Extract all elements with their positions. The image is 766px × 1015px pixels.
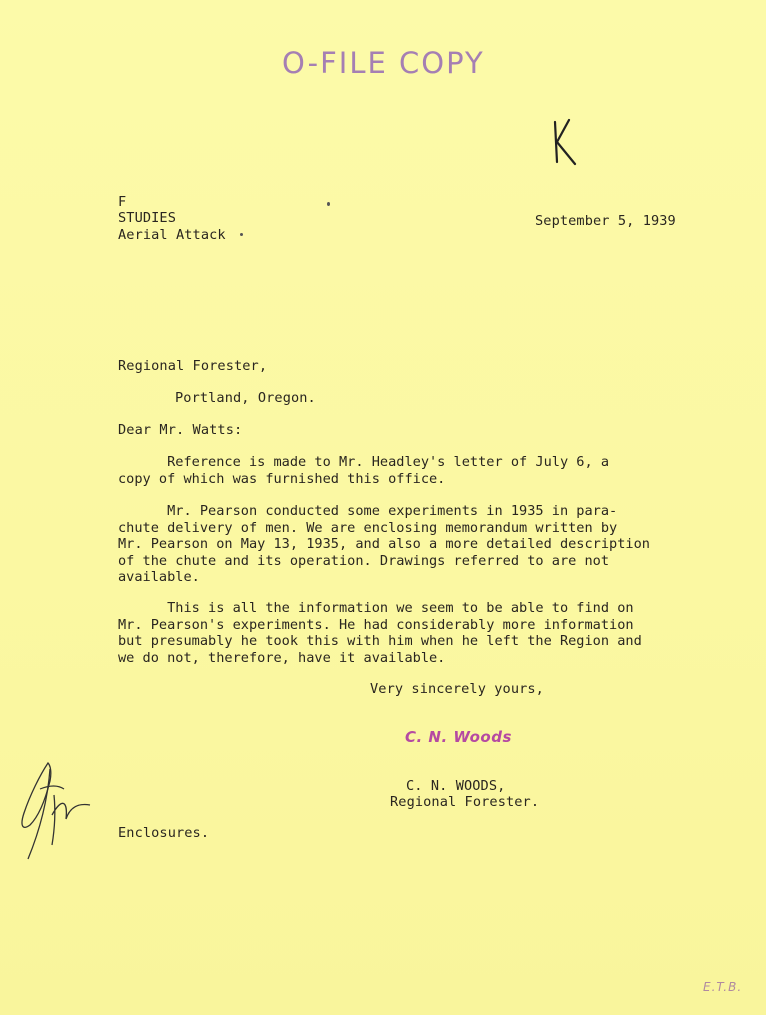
ink-speck (240, 233, 243, 236)
o-file-copy-stamp: O-FILE COPY (282, 46, 485, 80)
paragraph-line: chute delivery of men. We are enclosing memorandum written by (118, 519, 618, 536)
paragraph-line: Mr. Pearson's experiments. He had considerably more information (118, 616, 634, 633)
file-code-letter: F (118, 194, 127, 210)
paragraph-line: Mr. Pearson conducted some experiments in 1935 in para- (118, 503, 618, 519)
signer-name: C. N. WOODS, (406, 778, 506, 794)
ink-speck (327, 202, 330, 206)
letter-date: September 5, 1939 (535, 213, 676, 229)
closing: Very sincerely yours, (370, 681, 544, 697)
enclosures-note: Enclosures. (118, 825, 210, 841)
paragraph-1 (118, 454, 609, 487)
handwritten-initials-signature (10, 755, 105, 865)
salutation: Dear Mr. Watts: (118, 422, 243, 438)
addressee-title: Regional Forester, (118, 358, 268, 374)
paragraph-line: of the chute and its operation. Drawings referred to are not (118, 552, 610, 569)
paragraph-line: but presumably he took this with him when he left the Region and (118, 633, 642, 650)
paragraph-line: available. (118, 569, 200, 586)
paragraph-line: This is all the information we seem to be able to find on (118, 600, 634, 616)
file-code-studies: STUDIES (118, 210, 176, 226)
file-code-aerial-attack: Aerial Attack (118, 227, 226, 243)
signer-title: Regional Forester. (390, 794, 540, 810)
addressee-location: Portland, Oregon. (175, 390, 316, 406)
signature-stamp: C. N. Woods (405, 728, 512, 746)
handwritten-k-mark (545, 118, 581, 166)
typist-initials: E.T.B. (703, 980, 743, 994)
paragraph-line: Mr. Pearson on May 13, 1935, and also a more detailed description (118, 536, 650, 553)
paragraph-line: copy of which was furnished this office. (118, 470, 446, 487)
paragraph-3 (118, 600, 642, 666)
paragraph-2 (118, 503, 650, 586)
paragraph-line: Reference is made to Mr. Headley's letter of July 6, a (118, 454, 610, 470)
paragraph-line: we do not, therefore, have it available. (118, 649, 446, 666)
